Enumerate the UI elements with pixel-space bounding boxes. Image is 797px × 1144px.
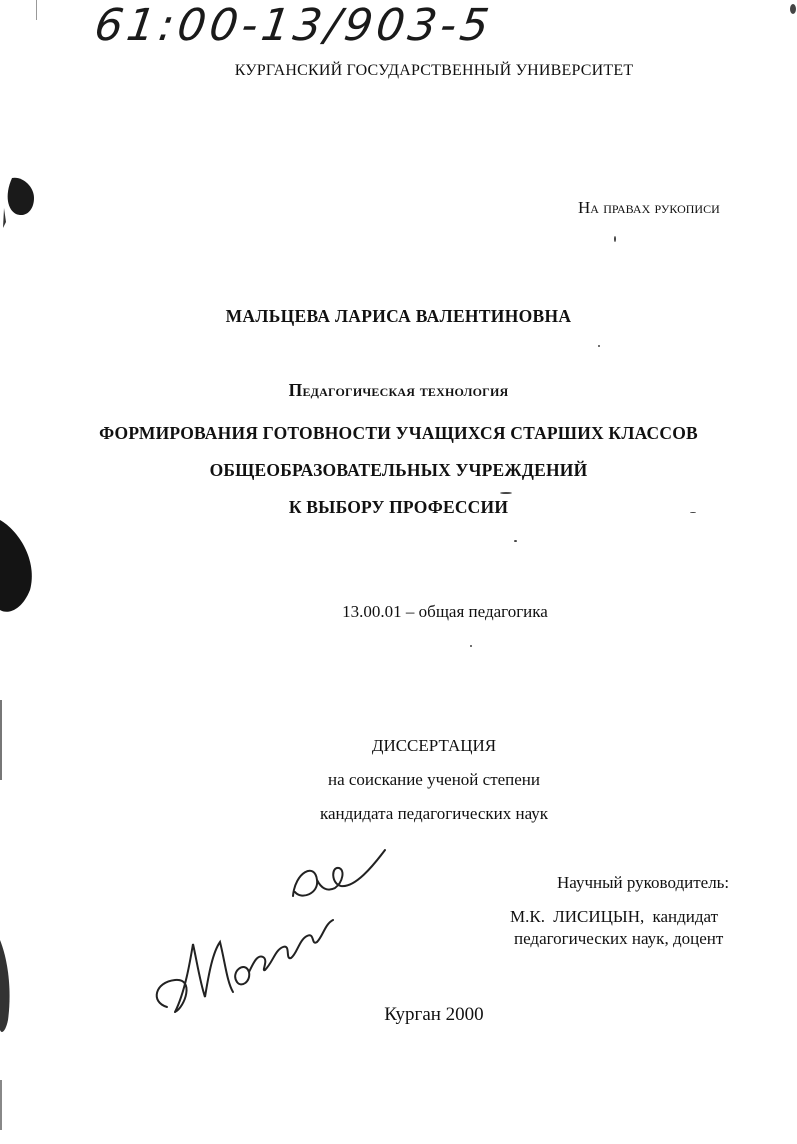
- title-line-1: Педагогическая технология: [288, 380, 509, 400]
- archive-code-handwritten: 61:00-13/903-5: [91, 0, 496, 51]
- university-name: КУРГАНСКИЙ ГОСУДАРСТВЕННЫЙ УНИВЕРСИТЕТ: [234, 62, 634, 79]
- dissertation-type: ДИССЕРТАЦИЯ: [371, 736, 497, 755]
- specialty-code: 13.00.01 – общая педагогика: [342, 602, 548, 621]
- scan-margin-artifacts: [0, 0, 40, 1144]
- scan-dot: [500, 492, 512, 494]
- title-line-3: ОБЩЕОБРАЗОВАТЕЛЬНЫХ УЧРЕЖДЕНИЙ: [209, 460, 588, 480]
- scan-dot: [598, 345, 600, 347]
- title-line-2: ФОРМИРОВАНИЯ ГОТОВНОСТИ УЧАЩИХСЯ СТАРШИХ КЛАССОВ: [99, 423, 698, 443]
- title-line-4: К ВЫБОРУ ПРОФЕССИИ: [288, 497, 509, 517]
- advisor-name: М.К. ЛИСИЦЫН, кандидат: [510, 907, 719, 926]
- scan-dot: [790, 4, 796, 14]
- scan-dot: [690, 512, 696, 513]
- scan-dot: [514, 540, 517, 542]
- advisor-degree: педагогических наук, доцент: [514, 929, 724, 948]
- scan-dot: [614, 236, 616, 242]
- scan-dot: [470, 645, 472, 647]
- author-name: МАЛЬЦЕВА ЛАРИСА ВАЛЕНТИНОВНА: [225, 306, 572, 326]
- rights-note: На правах рукописи: [578, 198, 720, 217]
- dissertation-degree: кандидата педагогических наук: [319, 804, 549, 823]
- author-signature: [145, 832, 395, 1032]
- advisor-label: Научный руководитель:: [557, 873, 730, 892]
- dissertation-purpose: на соискание ученой степени: [327, 770, 541, 789]
- place-and-year: Курган 2000: [384, 1004, 484, 1025]
